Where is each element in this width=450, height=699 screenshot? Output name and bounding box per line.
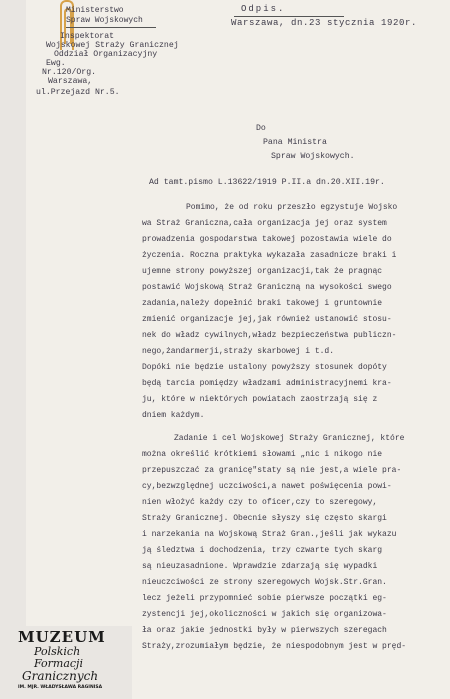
recipient-line-2: Spraw Wojskowych. xyxy=(271,152,355,161)
body-line: zmienić organizacje jej,jak również ustanowić stosu- xyxy=(142,315,392,324)
body-line: zadania,należy dopełnić braki takowej i gruntownie xyxy=(142,299,383,308)
body-line: ła oraz jakie jednostki były w pierwszych szeregach xyxy=(142,626,387,635)
body-line: dniem każdym. xyxy=(142,411,205,420)
body-line: i narzekania na Wojskową Straż Gran.,jeśli jak wykazu xyxy=(142,530,397,539)
document-page xyxy=(26,0,450,699)
header-divider xyxy=(66,27,156,28)
ministry-line-4: Wojskowej Straży Granicznej xyxy=(46,41,179,50)
body-line: Straży,zrozumiałym będzie, że niespodobnym jest w pręd- xyxy=(142,642,407,651)
logo-patron: IM. MJR. WŁADYSŁAWA RAGINISA xyxy=(18,685,103,690)
odpis-underline xyxy=(234,16,344,17)
body-line: Straży Granicznej. Obecnie słyszy się często skargi xyxy=(142,514,387,523)
logo-muzeum: MUZEUM xyxy=(18,628,106,646)
body-line: ju, które w niektórych powiatach zaostrzają się z xyxy=(142,395,378,404)
ministry-line-3: Inspektorat xyxy=(60,32,115,41)
odpis-label: Odpis. xyxy=(241,4,286,14)
ministry-line-2: Spraw Wojskowych xyxy=(66,16,143,25)
body-line: Dopóki nie będzie ustalony powyższy stosunek dopóty xyxy=(142,363,387,372)
body-line: ją śledztwa i dochodzenia, trzy czwarte tych skarg xyxy=(142,546,383,555)
recipient-do: Do xyxy=(256,124,266,133)
ministry-line-9: ul.Przejazd Nr.5. xyxy=(36,88,120,97)
body-line: można określić krótkiemi słowami „nic i nikogo nie xyxy=(142,450,383,459)
body-line: Zadanie i cel Wojskowej Straży Granicznej, które xyxy=(174,434,405,443)
ministry-line-5: Oddział Organizacyjny xyxy=(54,50,158,59)
body-line: zystencji jej,okoliczności w jakich się organizowa- xyxy=(142,610,387,619)
body-line: nien włożyć każdy czy to oficer,czy to szeregowy, xyxy=(142,498,378,507)
logo-line-2: Formacji xyxy=(34,657,83,670)
body-line: życzenia. Roczna praktyka wykazała zasadnicze braki i xyxy=(142,251,397,260)
body-line: lecz jeżeli przypomnieć sobie pierwsze początki eg- xyxy=(142,594,387,603)
ministry-line-1: Ministerstwo xyxy=(66,6,124,15)
logo-line-3: Granicznych xyxy=(22,669,99,683)
ministry-line-8: Warszawa, xyxy=(48,77,93,86)
body-line: są nieuzasadnione. Wprawdzie zdarzają się wypadki xyxy=(142,562,378,571)
ministry-line-6: Ewg. xyxy=(46,59,66,68)
body-line: prowadzenia gospodarstwa takowej pozostawia wiele do xyxy=(142,235,392,244)
body-line: nieuczciwości ze strony szeregowych Wojsk.Str.Gran. xyxy=(142,578,387,587)
body-line: nek do władz cywilnych,władz bezpieczeństwa publiczn- xyxy=(142,331,397,340)
logo-line-1: Polskich xyxy=(34,645,81,658)
ministry-line-7: Nr.120/Org. xyxy=(42,68,97,77)
body-line: wa Straż Graniczna,cała organizacja jej oraz system xyxy=(142,219,387,228)
recipient-line-1: Pana Ministra xyxy=(263,138,327,147)
body-line: przepuszczać za granicę"staty są nie jest,a wiele pra- xyxy=(142,466,402,475)
body-line: ujemne strony powyższej organizacji,tak że pragnąc xyxy=(142,267,383,276)
body-line: cy,bezwzględnej uczciwości,a nawet poświęcenia powi- xyxy=(142,482,392,491)
date-line: Warszawa, dn.23 stycznia 1920r. xyxy=(231,18,418,28)
body-line: nego,żandarmerji,straży skarbowej i t.d. xyxy=(142,347,335,356)
body-line: będą tarcia pomiędzy władzami administracyjnemi kra- xyxy=(142,379,392,388)
reference-line: Ad tamt.pismo L.13622/1919 P.II.a dn.20.XII.19r. xyxy=(149,178,385,187)
museum-logo xyxy=(18,628,128,698)
body-line: Pomimo, że od roku przeszło egzystuje Wojsko xyxy=(186,203,398,212)
body-line: postawić Wojskową Straż Graniczną na wysokości swego xyxy=(142,283,392,292)
